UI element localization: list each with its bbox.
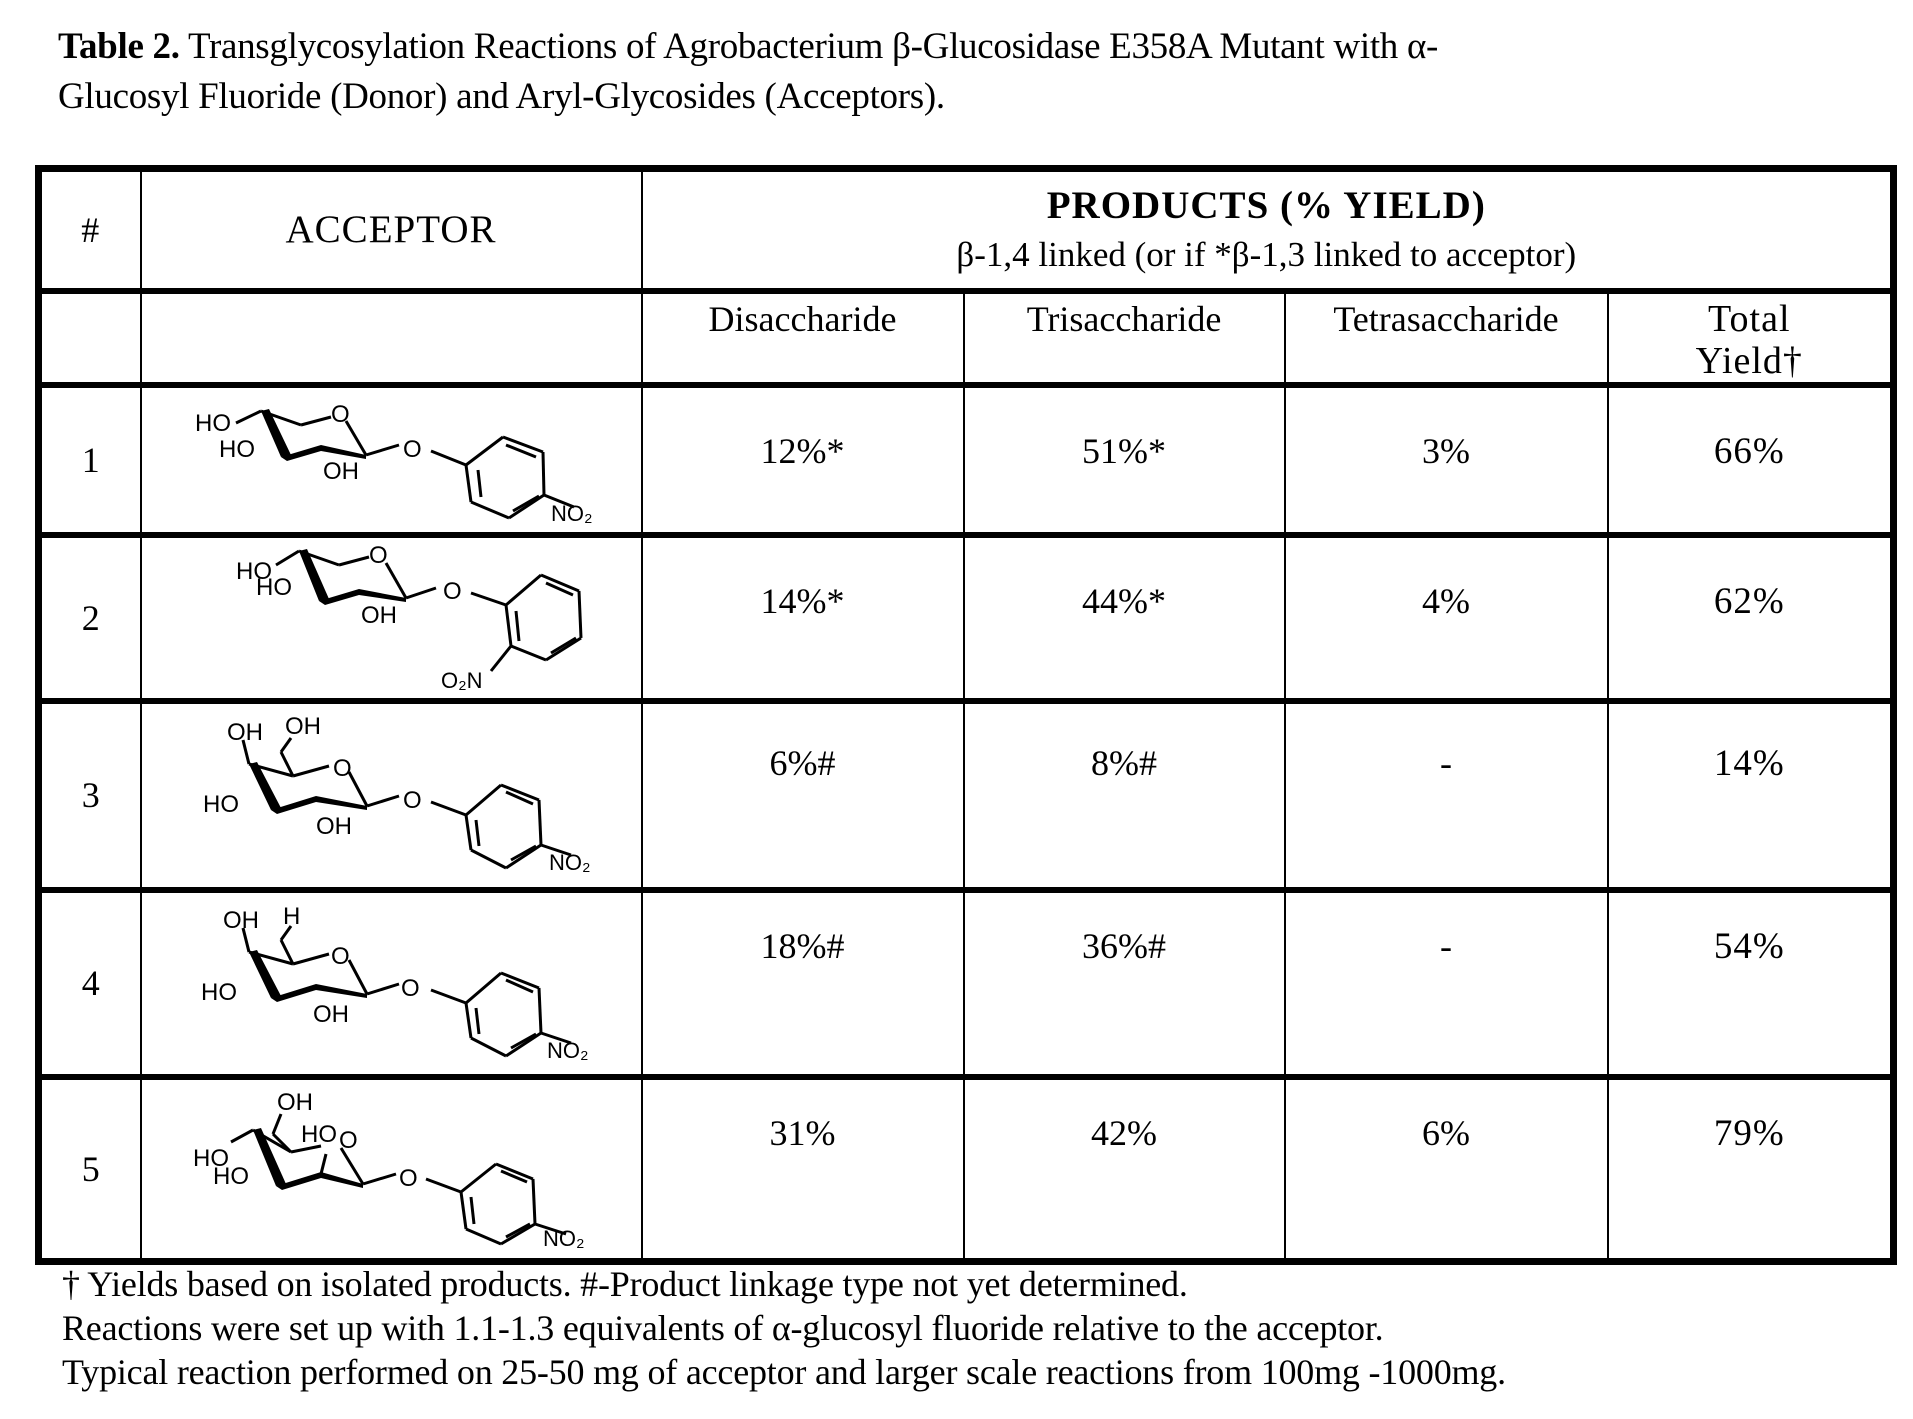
fucopyranoside-pnp-structure-icon bbox=[181, 898, 601, 1068]
acceptor-structure bbox=[141, 1077, 642, 1262]
atom-label: NO₂ bbox=[551, 500, 593, 525]
total-yield-cell: 66% bbox=[1608, 385, 1894, 535]
atom-label: O bbox=[401, 975, 420, 1002]
trisaccharide-cell: 51%* bbox=[964, 385, 1285, 535]
disaccharide-cell: 31% bbox=[642, 1077, 964, 1262]
total-yield-cell: 62% bbox=[1608, 535, 1894, 701]
total-yield-column-header bbox=[1608, 291, 1894, 385]
tetrasaccharide-column-header: Tetrasaccharide bbox=[1285, 291, 1608, 385]
acceptor-subheader-empty bbox=[141, 291, 642, 385]
products-subtitle: β-1,4 linked (or if *β-1,3 linked to acceptor) bbox=[956, 234, 1577, 274]
atom-label: O bbox=[443, 577, 462, 605]
row-number: 1 bbox=[39, 385, 141, 535]
caption-label: Table 2. bbox=[58, 26, 180, 67]
tetrasaccharide-cell: - bbox=[1285, 701, 1608, 890]
total-yield-cell: 79% bbox=[1608, 1077, 1894, 1262]
table-row bbox=[39, 701, 1894, 890]
xylopyranoside-pnp-structure-icon bbox=[181, 395, 601, 525]
footnote-yield-basis: † Yields based on isolated products. #-Product linkage type not yet determined. bbox=[62, 1264, 1188, 1304]
atom-label: OH bbox=[285, 713, 321, 740]
atom-label: O bbox=[369, 542, 388, 569]
atom-label: O bbox=[339, 1126, 358, 1154]
footnote-equivalents: Reactions were set up with 1.1-1.3 equivalents of α-glucosyl fluoride relative to the acceptor. bbox=[62, 1308, 1384, 1348]
atom-label: O bbox=[331, 943, 350, 970]
row-number: 4 bbox=[39, 890, 141, 1077]
yield-table bbox=[35, 165, 1897, 1265]
trisaccharide-cell: 8%# bbox=[964, 701, 1285, 890]
header-row-1 bbox=[39, 169, 1894, 291]
table-footnotes bbox=[62, 1262, 1902, 1394]
atom-label: HO bbox=[256, 573, 292, 601]
caption-text-1: Transglycosylation Reactions of Agrobacterium β-Glucosidase E358A Mutant with α- bbox=[179, 26, 1439, 67]
atom-label: O bbox=[403, 787, 422, 814]
atom-label: H bbox=[283, 903, 301, 930]
atom-label: OH bbox=[227, 719, 263, 746]
atom-label: NO₂ bbox=[547, 1038, 589, 1063]
disaccharide-cell: 6%# bbox=[642, 701, 964, 890]
tetrasaccharide-cell: - bbox=[1285, 890, 1608, 1077]
disaccharide-cell: 14%* bbox=[642, 535, 964, 701]
atom-label: O bbox=[403, 435, 422, 463]
tetrasaccharide-cell: 3% bbox=[1285, 385, 1608, 535]
atom-label: HO bbox=[236, 557, 272, 585]
trisaccharide-cell: 44%* bbox=[964, 535, 1285, 701]
atom-label: O bbox=[333, 755, 352, 782]
number-subheader-empty bbox=[39, 291, 141, 385]
acceptor-structure bbox=[141, 385, 642, 535]
atom-label: NO₂ bbox=[543, 1225, 585, 1251]
table-caption bbox=[58, 22, 1858, 122]
footnote-reaction-scale: Typical reaction performed on 25-50 mg of acceptor and larger scale reactions from 100mg -1000mg. bbox=[62, 1352, 1506, 1392]
acceptor-structure bbox=[141, 701, 642, 890]
atom-label: O bbox=[399, 1164, 418, 1192]
trisaccharide-cell: 42% bbox=[964, 1077, 1285, 1262]
acceptor-column-header: ACCEPTOR bbox=[141, 169, 642, 291]
atom-label: NO₂ bbox=[549, 850, 591, 875]
disaccharide-cell: 12%* bbox=[642, 385, 964, 535]
atom-label: HO bbox=[195, 409, 231, 437]
trisaccharide-cell: 36%# bbox=[964, 890, 1285, 1077]
total-yield-header-line-2: Yield† bbox=[1695, 339, 1803, 382]
row-number: 3 bbox=[39, 701, 141, 890]
atom-label: O₂N bbox=[441, 667, 483, 693]
table-row bbox=[39, 535, 1894, 701]
mannopyranoside-pnp-structure-icon bbox=[181, 1084, 601, 1254]
trisaccharide-column-header: Trisaccharide bbox=[964, 291, 1285, 385]
disaccharide-column-header: Disaccharide bbox=[642, 291, 964, 385]
atom-label: HO bbox=[219, 435, 255, 463]
row-number: 5 bbox=[39, 1077, 141, 1262]
disaccharide-cell: 18%# bbox=[642, 890, 964, 1077]
table-row bbox=[39, 385, 1894, 535]
acceptor-structure bbox=[141, 890, 642, 1077]
atom-label: OH bbox=[313, 1001, 349, 1028]
atom-label: OH bbox=[323, 457, 359, 485]
xylopyranoside-onp-structure-icon bbox=[181, 543, 601, 693]
tetrasaccharide-cell: 4% bbox=[1285, 535, 1608, 701]
atom-label: OH bbox=[277, 1088, 313, 1116]
table-row bbox=[39, 890, 1894, 1077]
atom-label: HO bbox=[193, 1144, 229, 1172]
atom-label: HO bbox=[201, 979, 237, 1006]
caption-line-2: Glucosyl Fluoride (Donor) and Aryl-Glycosides (Acceptors). bbox=[58, 76, 945, 117]
products-header bbox=[642, 169, 1894, 291]
atom-label: O bbox=[331, 400, 350, 428]
tetrasaccharide-cell: 6% bbox=[1285, 1077, 1608, 1262]
table-row bbox=[39, 1077, 1894, 1262]
row-number: 2 bbox=[39, 535, 141, 701]
atom-label: HO bbox=[213, 1162, 249, 1190]
total-yield-cell: 14% bbox=[1608, 701, 1894, 890]
header-row-2 bbox=[39, 291, 1894, 385]
total-yield-cell: 54% bbox=[1608, 890, 1894, 1077]
acceptor-structure bbox=[141, 535, 642, 701]
atom-label: OH bbox=[316, 813, 352, 840]
number-column-header: # bbox=[39, 169, 141, 291]
atom-label: OH bbox=[223, 907, 259, 934]
atom-label: OH bbox=[361, 601, 397, 629]
total-yield-header-line-1: Total bbox=[1708, 297, 1791, 340]
products-title: PRODUCTS (% YIELD) bbox=[1046, 183, 1486, 227]
galactopyranoside-pnp-structure-icon bbox=[181, 710, 601, 880]
caption-line-1 bbox=[58, 22, 1858, 72]
atom-label: HO bbox=[203, 791, 239, 818]
atom-label: HO bbox=[301, 1120, 337, 1148]
